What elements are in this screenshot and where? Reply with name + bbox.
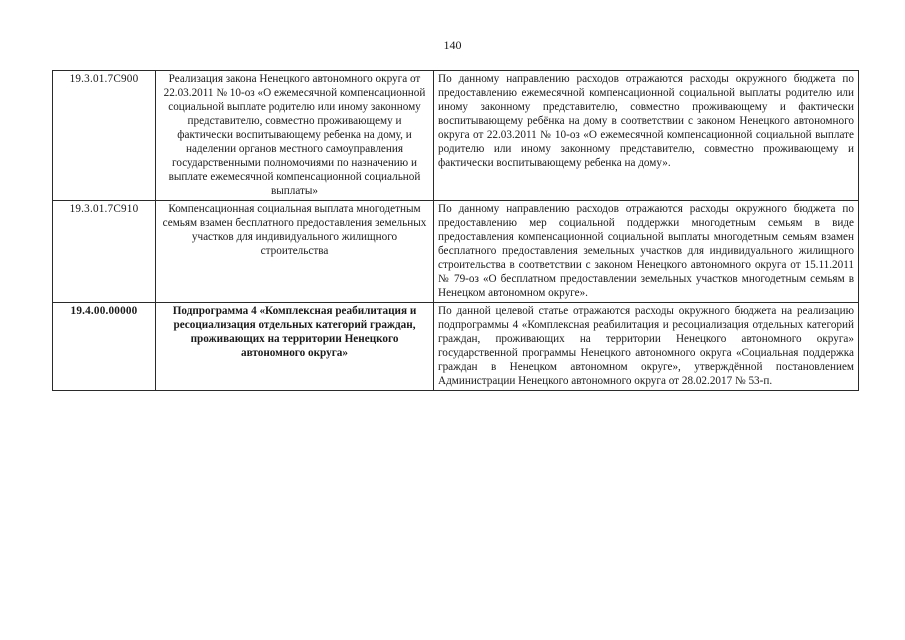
table-row — [53, 201, 859, 303]
table-row — [53, 71, 859, 201]
budget-classification-table — [52, 70, 859, 391]
target-name-cell: Подпрограмма 4 «Комплексная реабилитация и ресоциализация отдельных категорий граждан, проживающих на территории Ненецкого автономного округа» — [156, 303, 434, 391]
target-description-cell: По данной целевой статье отражаются расходы окружного бюджета на реализацию подпрограммы 4 «Комплексная реабилитация и ресоциализация отдельных категорий граждан, проживающих на территории Ненецкого автономного округа» государственной программы Ненецкого автономного округа «Социальная поддержка граждан в Ненецком автономном округе», утверждённой постановлением Администрации Ненецкого автономного округа от 28.02.2017 № 53-п. — [434, 303, 859, 391]
target-name-cell: Компенсационная социальная выплата многодетным семьям взамен бесплатного предоставления земельных участков для индивидуального жилищного строительства — [156, 201, 434, 303]
target-code-cell: 19.3.01.7С910 — [53, 201, 156, 303]
target-name-cell: Реализация закона Ненецкого автономного округа от 22.03.2011 № 10-оз «О ежемесячной компенсационной социальной выплате родителю или иному законному представителю, совместно проживающему и фактически воспитывающему ребенка на дому, и наделении органов местного самоуправления государственными полномочиями по назначению и выплате ежемесячной компенсационной социальной выплаты» — [156, 71, 434, 201]
target-code-cell: 19.4.00.00000 — [53, 303, 156, 391]
page-number: 140 — [443, 38, 462, 52]
table-row — [53, 303, 859, 391]
target-description-cell: По данному направлению расходов отражаются расходы окружного бюджета по предоставлению ежемесячной компенсационной социальной выплаты родителю или иному законному представителю, совместно проживающему и фактически воспитывающему ребёнка на дому в соответствии с законом Ненецкого автономного округа от 22.03.2011 № 10-оз «О ежемесячной компенсационной социальной выплате родителю или иному законному представителю, совместно проживающему и фактически воспитывающему ребенка на дому». — [434, 71, 859, 201]
target-code-cell: 19.3.01.7С900 — [53, 71, 156, 201]
target-description-cell: По данному направлению расходов отражаются расходы окружного бюджета по предоставлению мер социальной поддержки многодетным семьям в виде предоставления компенсационной социальной выплаты многодетным семьям взамен бесплатного предоставления земельных участков для индивидуального жилищного строительства в соответствии с законом Ненецкого автономного округа от 15.11.2011 № 79-оз «О бесплатном предоставлении земельных участков многодетным семьям в Ненецком автономном округе». — [434, 201, 859, 303]
